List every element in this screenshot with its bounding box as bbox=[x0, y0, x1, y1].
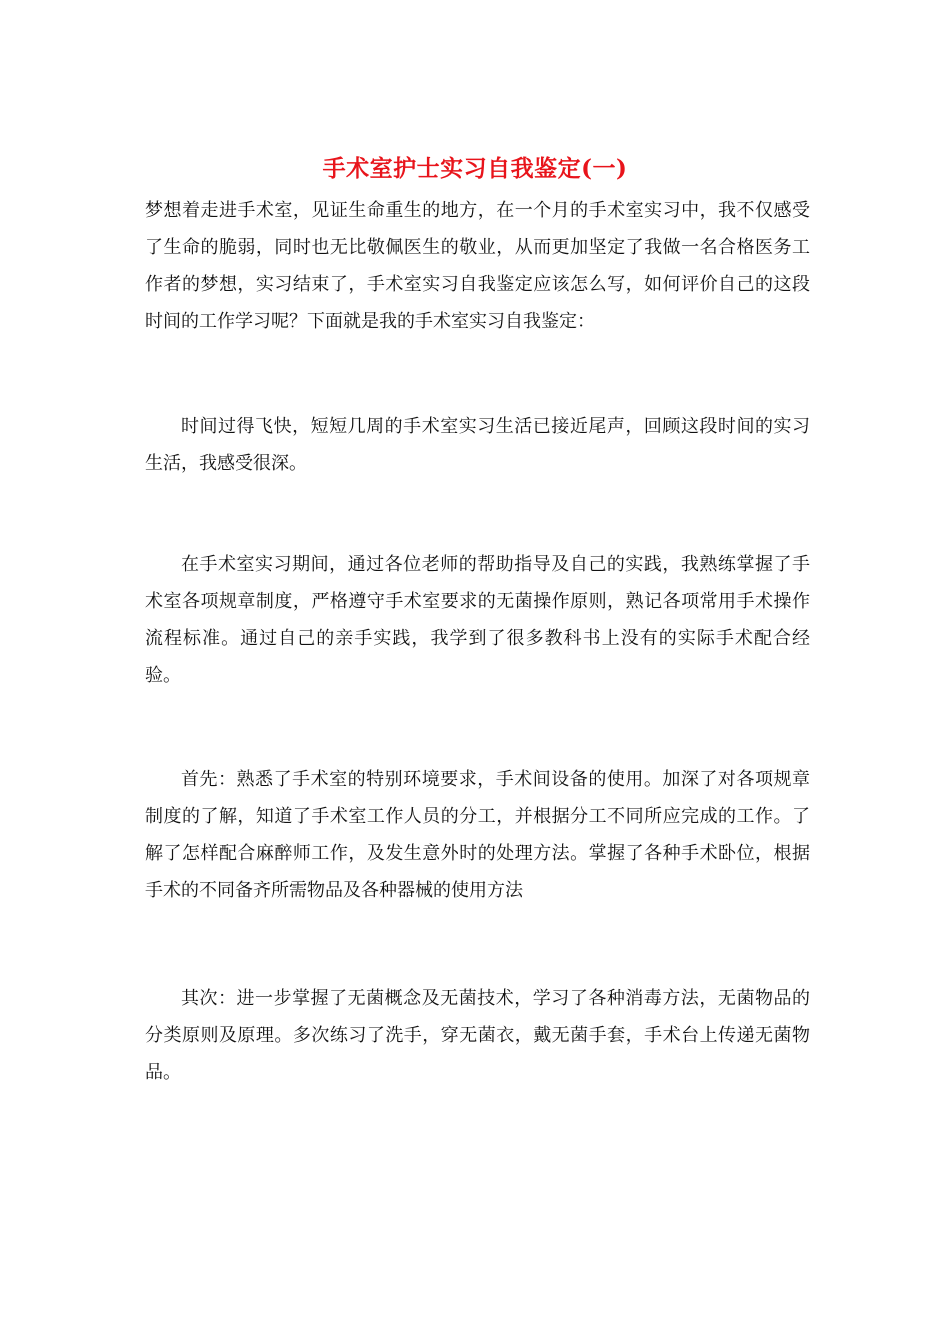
document-title: 手术室护士实习自我鉴定(一) bbox=[322, 155, 628, 182]
paragraph-second: 其次：进一步掌握了无菌概念及无菌技术，学习了各种消毒方法，无菌物品的分类原则及原理。多次练习了洗手，穿无菌衣，戴无菌手套，手术台上传递无菌物品。 bbox=[145, 988, 810, 1083]
paragraph-intro: 梦想着走进手术室，见证生命重生的地方，在一个月的手术室实习中，我不仅感受了生命的脆弱，同时也无比敬佩医生的敬业，从而更加坚定了我做一名合格医务工作者的梦想，实习结束了，手术室实习自我鉴定应该怎么写，如何评价自己的这段时间的工作学习呢？下面就是我的手术室实习自我鉴定： bbox=[145, 200, 810, 332]
paragraph-first: 首先：熟悉了手术室的特别环境要求，手术间设备的使用。加深了对各项规章制度的了解，知道了手术室工作人员的分工，并根据分工不同所应完成的工作。了解了怎样配合麻醉师工作，及发生意外时的处理方法。掌握了各种手术卧位，根据手术的不同备齐所需物品及各种器械的使用方法 bbox=[145, 769, 810, 901]
paragraph-internship-period: 在手术室实习期间，通过各位老师的帮助指导及自己的实践，我熟练掌握了手术室各项规章制度，严格遵守手术室要求的无菌操作原则，熟记各项常用手术操作流程标准。通过自己的亲手实践，我学到了很多教科书上没有的实际手术配合经验。 bbox=[145, 554, 810, 686]
paragraph-reflection: 时间过得飞快，短短几周的手术室实习生活已接近尾声，回顾这段时间的实习生活，我感受很深。 bbox=[145, 416, 810, 474]
